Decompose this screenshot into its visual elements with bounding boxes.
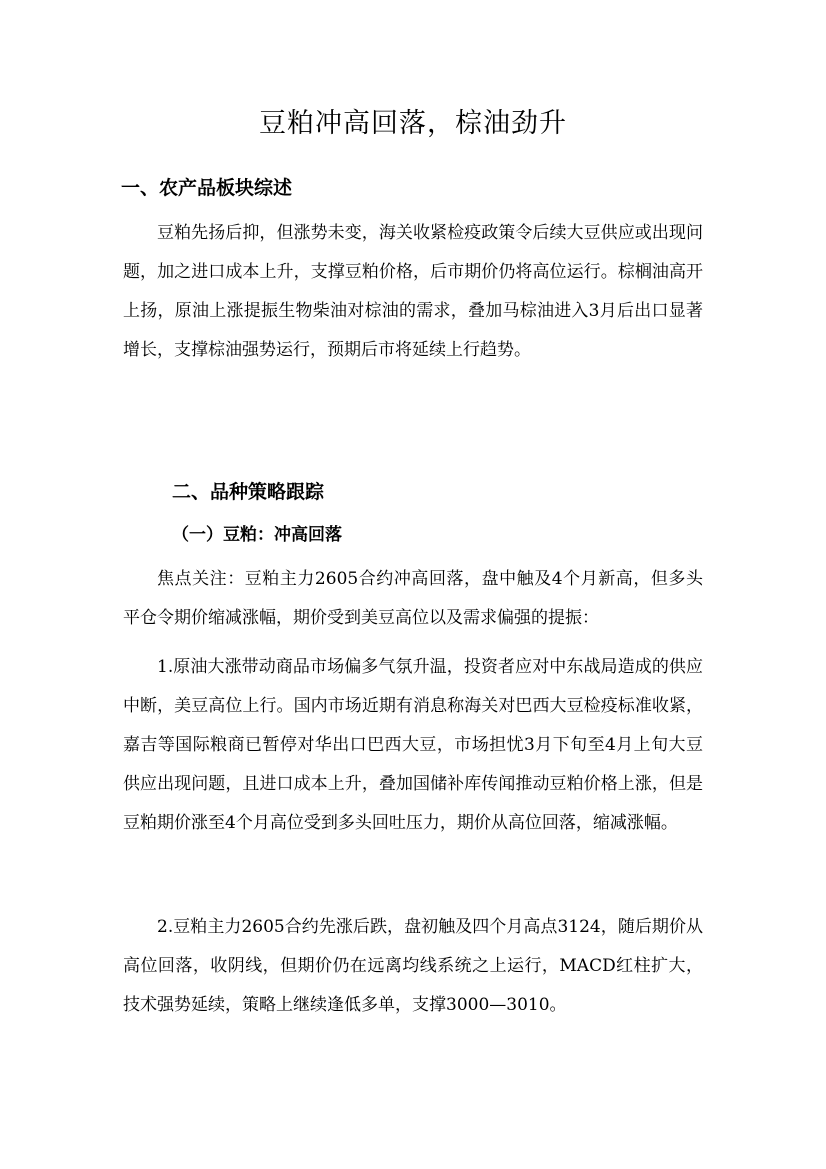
document-title: 豆粕冲高回落，棕油劲升 <box>259 108 567 139</box>
subsection1-heading: （一）豆粕：冲高回落 <box>172 525 342 545</box>
point1-paragraph: 1.原油大涨带动商品市场偏多气氛升温，投资者应对中东战局造成的供应中断，美豆高位上行。国内市场近期有消息称海关对巴西大豆检疫标准收紧，嘉吉等国际粮商已暂停对华出口巴西大豆，市场担忧3月下旬至4月上旬大豆供应出现问题，且进口成本上升，叠加国储补库传闻推动豆粕价格上涨，但是豆粕期价涨至4个月高位受到多头回吐压力，期价从高位回落，缩减涨幅。 <box>123 657 703 833</box>
section2-heading: 二、品种策略跟踪 <box>172 481 325 503</box>
focus-paragraph: 焦点关注：豆粕主力2605合约冲高回落，盘中触及4个月新高，但多头平仓令期价缩减涨幅，期价受到美豆高位以及需求偏强的提振： <box>123 569 703 628</box>
section1-heading: 一、农产品板块综述 <box>121 177 293 199</box>
point2-paragraph: 2.豆粕主力2605合约先涨后跌，盘初触及四个月高点3124，随后期价从高位回落，收阴线，但期价仍在远离均线系统之上运行，MACD红柱扩大，技术强势延续，策略上继续逢低多单，支撑3000—3010。 <box>123 917 703 1015</box>
section1-paragraph: 豆粕先扬后抑，但涨势未变，海关收紧检疫政策令后续大豆供应或出现问题，加之进口成本上升，支撑豆粕价格，后市期价仍将高位运行。棕榈油高开上扬，原油上涨提振生物柴油对棕油的需求，叠加马棕油进入3月后出口显著增长，支撑棕油强势运行，预期后市将延续上行趋势。 <box>123 223 703 360</box>
